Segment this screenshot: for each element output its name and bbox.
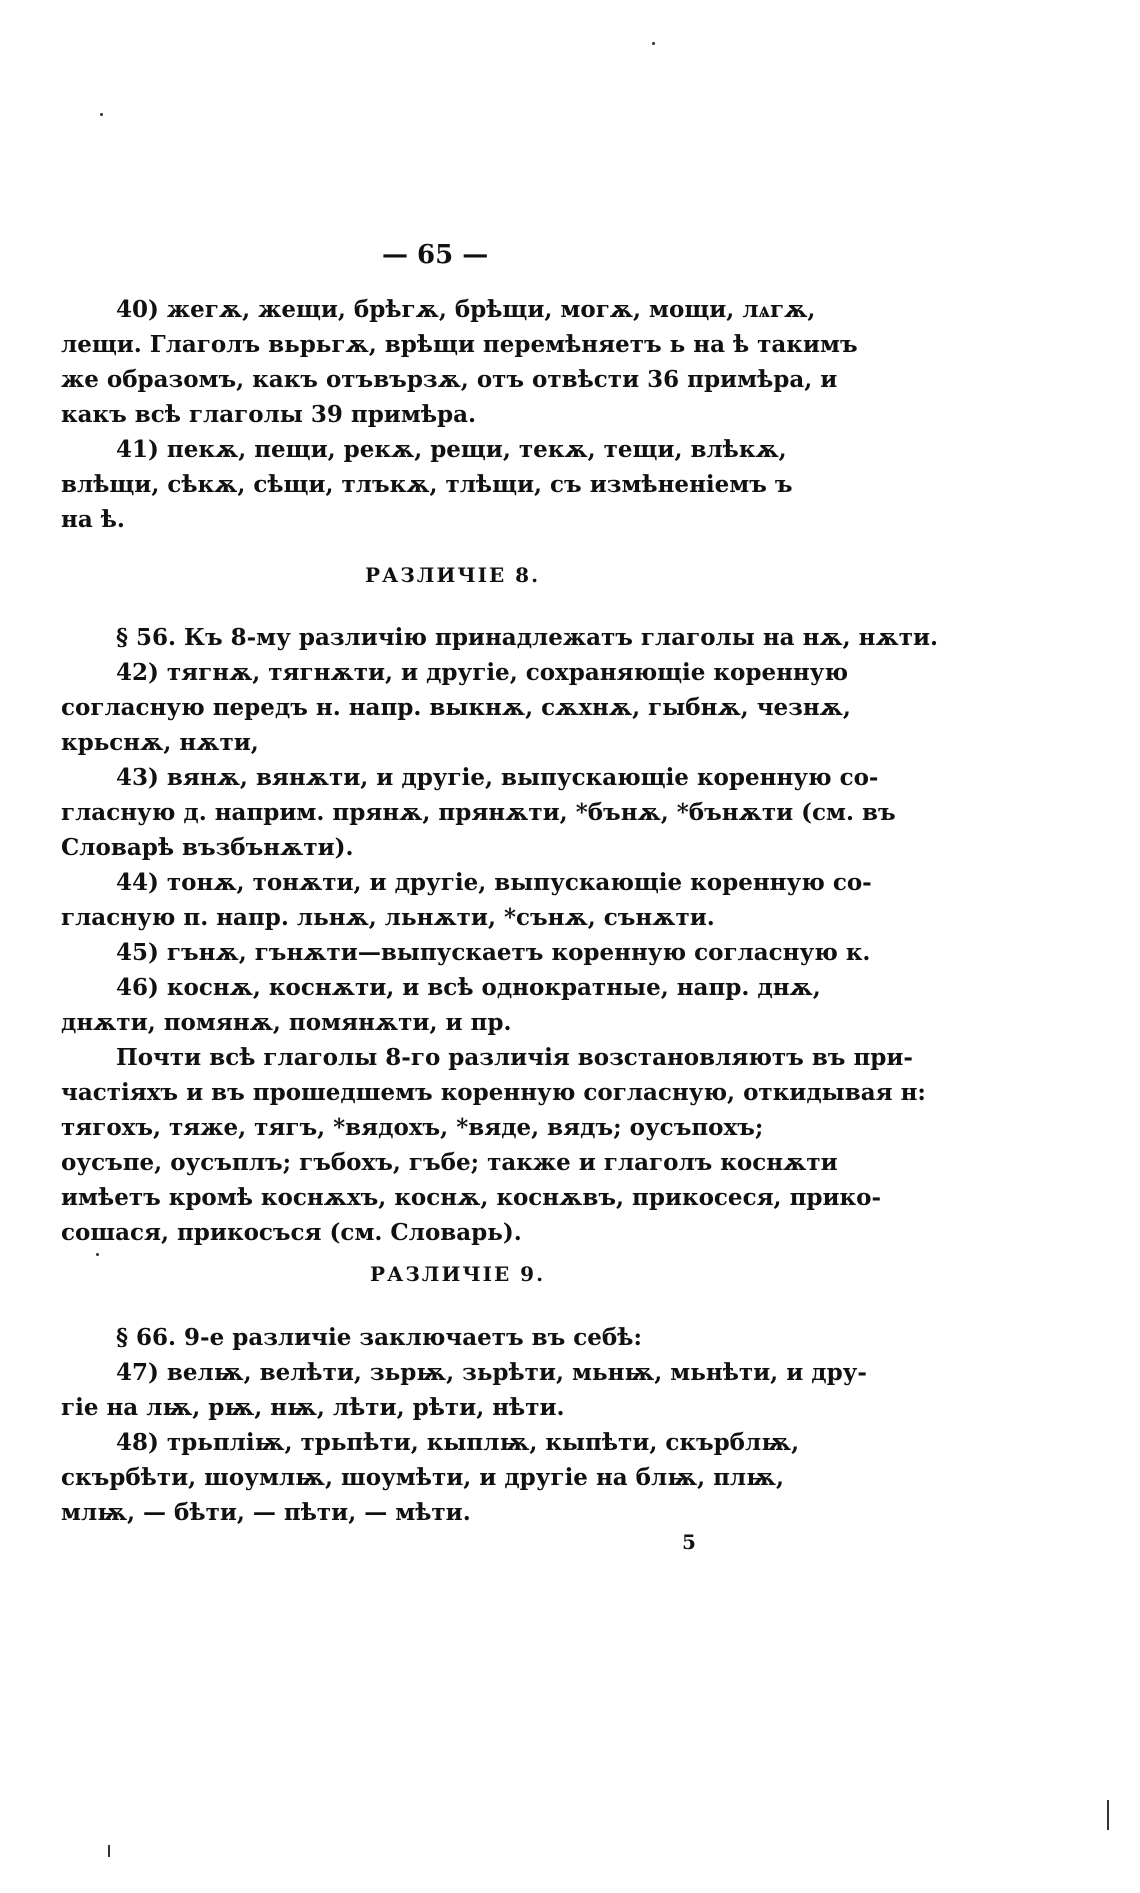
scan-mark [1107, 1800, 1109, 1830]
text-line: влѣщи, сѣкѫ, сѣщи, тлъкѫ, тлѣщи, съ измѣненіемъ ъ [61, 471, 793, 498]
text-line: на ѣ. [61, 506, 125, 533]
text-line: 44) тонѫ, тонѫти, и другіе, выпускающіе коренную со- [116, 869, 872, 896]
paragraph-block-1 [61, 292, 858, 537]
text-line: 43) вянѫ, вянѫти, и другіе, выпускающіе коренную со- [116, 764, 879, 791]
scan-speck [652, 42, 655, 45]
paragraph-block-3 [61, 1320, 867, 1530]
paragraph-block-2 [61, 620, 939, 1250]
text-line: Почти всѣ глаголы 8-го различія возстановляютъ въ при- [116, 1044, 913, 1071]
signature-mark: 5 [682, 1530, 696, 1554]
text-line: же образомъ, какъ отъвързѫ, отъ отвѣсти 36 примѣра, и [61, 366, 838, 393]
text-line: оусъпе, оусъплъ; гъбохъ, гъбе; также и глаголъ коснѫти [61, 1149, 838, 1176]
text-line: скърбѣти, шоумлѭ, шоумѣти, и другіе на блѭ, плѭ, [61, 1464, 784, 1491]
text-line: какъ всѣ глаголы 39 примѣра. [61, 401, 476, 428]
text-line: § 66. 9-е различіе заключаетъ въ себѣ: [116, 1324, 642, 1351]
scan-speck [96, 1253, 99, 1256]
text-line: § 56. Къ 8-му различію принадлежатъ глаголы на нѫ, нѫти. [116, 624, 939, 651]
text-line: 48) трьпліѭ, трьпѣти, кыплѭ, кыпѣти, скърблѭ, [116, 1429, 800, 1456]
scan-mark [108, 1845, 110, 1857]
text-line: 45) гънѫ, гънѫти—выпускаетъ коренную согласную к. [116, 939, 871, 966]
text-line: гласную п. напр. льнѫ, льнѫти, *сънѫ, сънѫти. [61, 904, 715, 931]
section-heading-text: РАЗЛИЧІЕ 8. [365, 563, 541, 587]
text-line: имѣетъ кромѣ коснѫхъ, коснѫ, коснѫвъ, прикосеся, прико- [61, 1184, 882, 1211]
text-line: млѭ, — бѣти, — пѣти, — мѣти. [61, 1499, 471, 1526]
text-line: днѫти, помянѫ, помянѫти, и пр. [61, 1009, 512, 1036]
text-line: частіяхъ и въ прошедшемъ коренную согласную, откидывая н: [61, 1079, 926, 1106]
text-line: согласную передъ н. напр. выкнѫ, сѫхнѫ, гыбнѫ, чезнѫ, [61, 694, 851, 721]
text-line: 47) велѭ, велѣти, зьрѭ, зьрѣти, мьнѭ, мьнѣти, и дру- [116, 1359, 867, 1386]
text-line: 42) тягнѫ, тягнѫти, и другіе, сохраняющіе коренную [116, 659, 849, 686]
text-line: сошася, прикосъся (см. Словарь). [61, 1219, 522, 1246]
text-line: крьснѫ, нѫти, [61, 729, 259, 756]
text-line: 46) коснѫ, коснѫти, и всѣ однократные, напр. днѫ, [116, 974, 821, 1001]
text-line: гіе на лѭ, рѭ, нѭ, лѣти, рѣти, нѣти. [61, 1394, 565, 1421]
scan-speck [100, 113, 103, 116]
text-line: Словарѣ възбънѫти). [61, 834, 354, 861]
page-number-text: — 65 — [382, 240, 489, 270]
text-line: тягохъ, тяже, тягъ, *вядохъ, *вяде, вядъ; оусъпохъ; [61, 1114, 764, 1141]
text-line: 41) пекѫ, пещи, рекѫ, рещи, текѫ, тещи, влѣкѫ, [116, 436, 787, 463]
text-line: гласную д. наприм. прянѫ, прянѫти, *бънѫ, *бънѫти (см. въ [61, 799, 896, 826]
text-line: лещи. Глаголъ вьрьгѫ, врѣщи перемѣняетъ ь на ѣ такимъ [61, 331, 858, 358]
section-heading-text: РАЗЛИЧІЕ 9. [370, 1262, 546, 1286]
text-line: 40) жегѫ, жещи, брѣгѫ, брѣщи, могѫ, мощи, лѧгѫ, [116, 296, 816, 323]
